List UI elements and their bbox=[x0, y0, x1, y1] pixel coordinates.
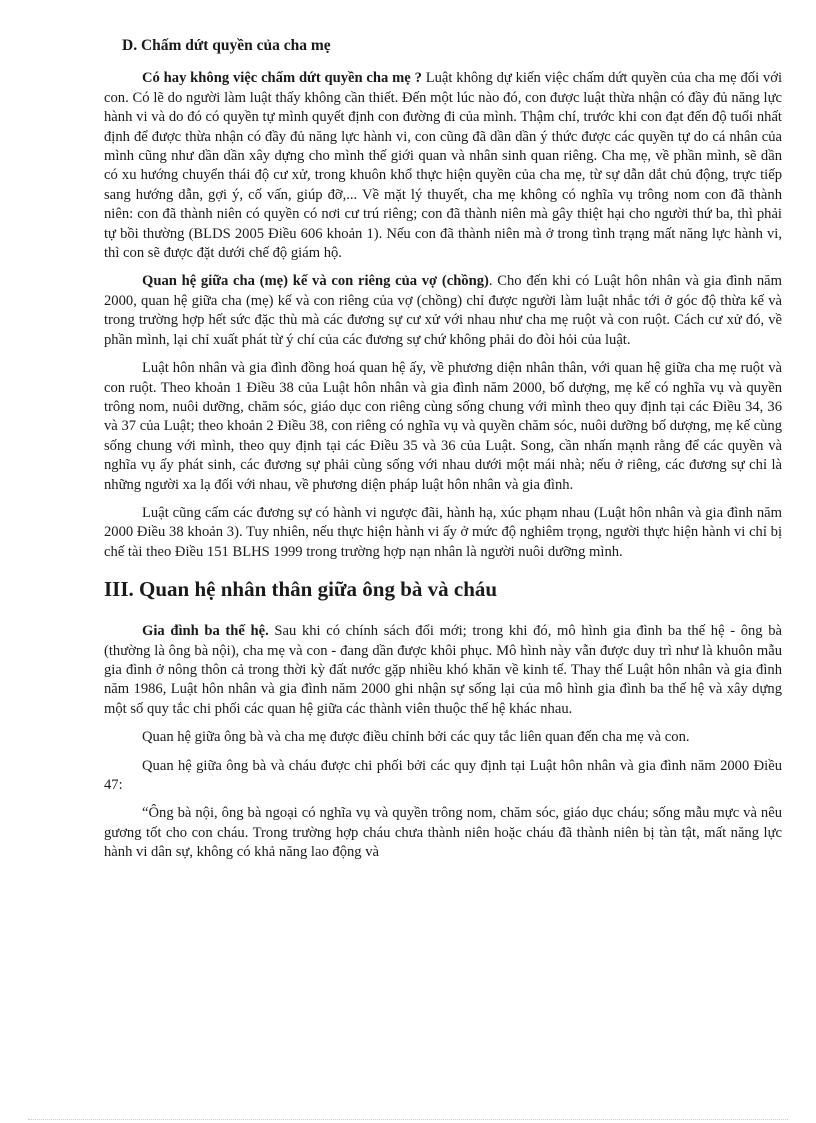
paragraph-text: Sau khi có chính sách đổi mới; trong khi đó, mô hình gia đình ba thế hệ - ông bà (thường là ông bà nội), cha mẹ và con - đang dần được khôi phục. Mô hình này vẫn được duy trì như là khuôn mẫu gia đình ở nông thôn cả trong thời kỳ đất nước gặp nhiều khó khăn về kinh tế. Thay thế Luật hôn nhân và gia đình năm 1986, Luật hôn nhân và gia đình năm 2000 ghi nhận sự sống lại của mô hình gia đình ba thế hệ và xây dựng một số quy tắc chi phối các quan hệ giữa các thành viên thuộc thế hệ khác nhau. bbox=[104, 623, 783, 717]
paragraph bbox=[104, 272, 782, 350]
paragraph-text: Luật hôn nhân và gia đình đồng hoá quan hệ ấy, về phương diện nhân thân, với quan hệ giữa cha mẹ ruột và con ruột. Theo khoản 1 Điều 38 của Luật hôn nhân và gia đình năm 2000, bố dượng, mẹ kế có nghĩa vụ và quyền trông nom, nuôi dưỡng, chăm sóc, giáo dục con riêng cùng sống chung với mình theo quy định tại các Điều 34, 36 và 37 của Luật; theo khoản 2 Điều 38, con riêng có nghĩa vụ và quyền chăm sóc, nuôi dưỡng bố dượng, mẹ kế cùng sống chung với mình, theo quy định tại các Điều 35 và 36 của Luật. Song, cần nhấn mạnh rằng để các quyền và nghĩa vụ ấy phát sinh, các đương sự phải cùng sống với nhau dưới một mái nhà; nếu ở riêng, các đương sự chỉ là những người xa lạ đối với nhau, về phương diện pháp luật hôn nhân và gia đình. bbox=[104, 360, 782, 493]
paragraph-text: . Cho đến khi có Luật hôn nhân và gia đình năm 2000, quan hệ giữa cha (mẹ) kế và con riêng của vợ (chồng) chỉ được người làm luật nhắc tới ở góc độ thừa kế và trong trường hợp hết sức đặc thù mà các đương sự cư xử với nhau như cha mẹ ruột và con ruột. Cách cư xử đó, về phần mình, lại chỉ xuất phát từ ý chí của các đương sự chứ không phải do đòi hỏi của luật. bbox=[104, 273, 782, 348]
paragraph bbox=[104, 69, 782, 263]
paragraph-text: “Ông bà nội, ông bà ngoại có nghĩa vụ và quyền trông nom, chăm sóc, giáo dục cháu; sống mẫu mực và nêu gương tốt cho con cháu. Trong trường hợp cháu chưa thành niên hoặc cháu đã thành niên bị tàn tật, mất năng lực hành vi dân sự, không có khả năng lao động và bbox=[104, 805, 782, 861]
page-bottom-divider bbox=[28, 1119, 788, 1120]
section-title: III. Quan hệ nhân thân giữa ông bà và cháu bbox=[104, 577, 498, 602]
paragraph-lead: Quan hệ giữa cha (mẹ) kế và con riêng của vợ (chồng) bbox=[142, 273, 489, 290]
paragraph-text: Luật không dự kiến việc chấm dứt quyền của cha mẹ đối với con. Có lẽ do người làm luật thấy không cần thiết. Đến một lúc nào đó, con được luật thừa nhận có đầy đủ năng lực hành vi và do đó có quyền tự mình quyết định con đường đi của mình. Thậm chí, trước khi con đạt đến độ tuổi nhất định để được thừa nhận có đầy đủ năng lực hành vi, con cũng đã dần dần ý thức được các quyền tự do cá nhân của mình cũng như dần dần xây dựng cho mình thế giới quan và nhân sinh quan riêng. Cha mẹ, về phần mình, sẽ dần có xu hướng chuyển thái độ cư xử, trong khuôn khổ thực hiện quyền của cha mẹ, từ sự dẫn dắt chủ động, trực tiếp sang hướng dẫn, gợi ý, cố vấn, giúp đỡ,... Về mặt lý thuyết, cha mẹ không có nghĩa vụ trông nom con đã thành niên: con đã thành niên có quyền có nơi cư trú riêng; con đã thành niên mà gây thiệt hại cho người thứ ba, thì phải tự bồi thường (BLDS 2005 Điều 606 khoản 1). Nếu con đã thành niên mà ở trong tình trạng mất năng lực hành vi, thì con sẽ được đặt dưới chế độ giám hộ. bbox=[104, 70, 783, 262]
document-page bbox=[104, 36, 782, 872]
paragraph-text: Luật cũng cấm các đương sự có hành vi ngược đãi, hành hạ, xúc phạm nhau (Luật hôn nhân và gia đình năm 2000 Điều 38 khoản 3). Tuy nhiên, nếu thực hiện hành vi ấy ở mức độ nghiêm trọng, người thực hiện hành vi chỉ bị chế tài theo Điều 151 BLHS 1999 trong trường hợp nạn nhân là người nuôi dưỡng mình. bbox=[104, 504, 782, 560]
paragraph bbox=[104, 622, 782, 719]
paragraph-text: Quan hệ giữa ông bà và cha mẹ được điều chỉnh bởi các quy tắc liên quan đến cha mẹ và con. bbox=[142, 729, 690, 746]
paragraph bbox=[104, 728, 782, 747]
paragraph-lead: Có hay không việc chấm dứt quyền cha mẹ ? bbox=[142, 70, 422, 87]
paragraph bbox=[104, 504, 782, 562]
quote-paragraph bbox=[104, 804, 782, 862]
paragraph bbox=[104, 359, 782, 495]
subheading: D. Chấm dứt quyền của cha mẹ bbox=[122, 37, 331, 54]
paragraph-lead: Gia đình ba thế hệ. bbox=[142, 623, 269, 640]
paragraph-text: Quan hệ giữa ông bà và cháu được chi phối bởi các quy định tại Luật hôn nhân và gia đình năm 2000 Điều 47: bbox=[104, 757, 782, 793]
paragraph bbox=[104, 757, 782, 796]
